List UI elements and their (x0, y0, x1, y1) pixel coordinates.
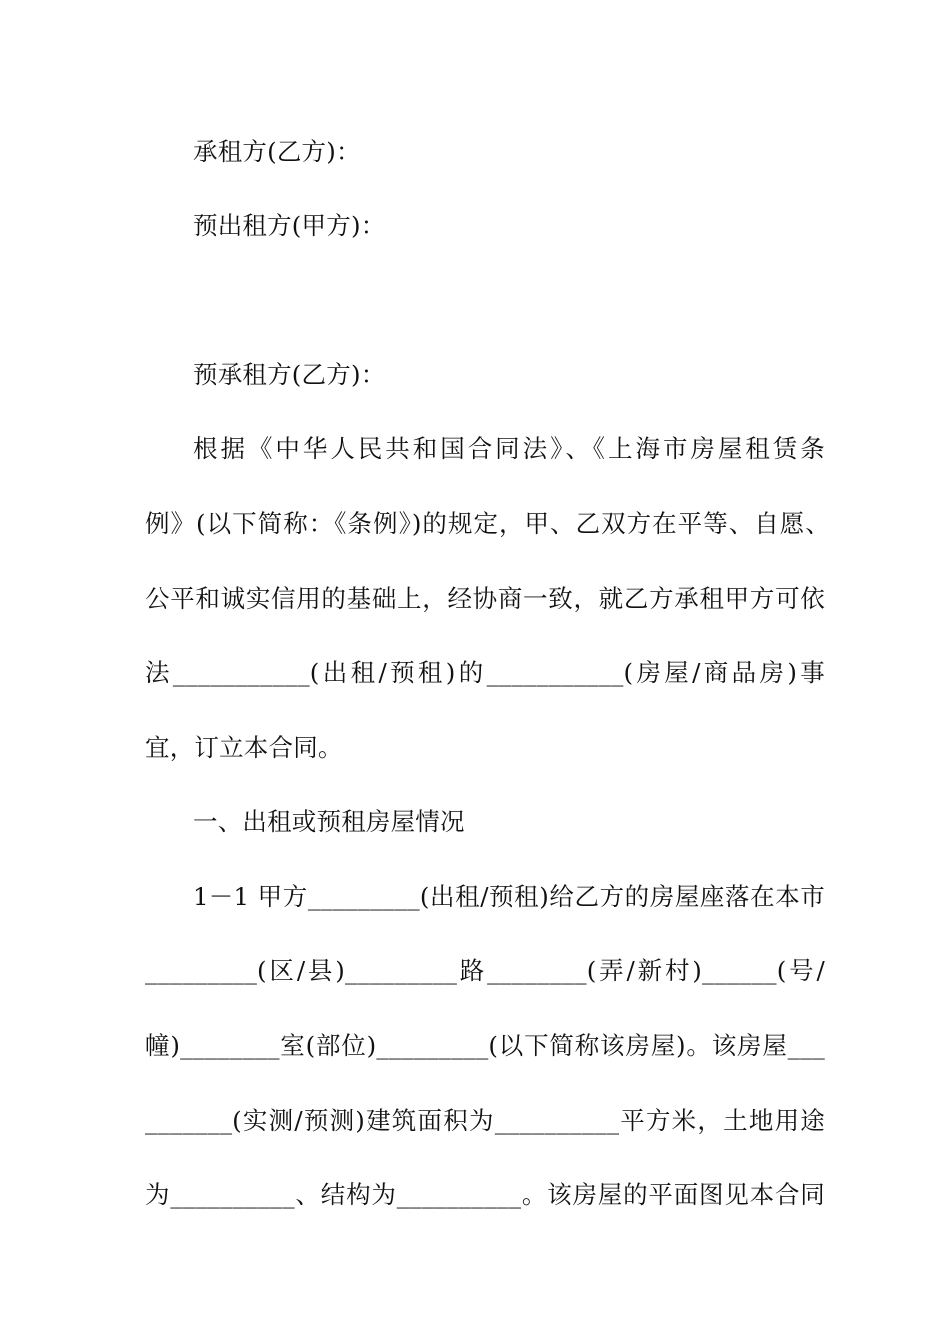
section-heading-1: 一、出租或预租房屋情况 (193, 807, 465, 836)
clause-1-1-line-5: 为__________、结构为__________。该房屋的平面图见本合同 (145, 1180, 825, 1209)
clause-1-1-line-1: 1－1 甲方_________(出租/预租)给乙方的房屋座落在本市 (193, 882, 825, 911)
preamble-line-3: 公平和诚实信用的基础上，经协商一致，就乙方承租甲方可依 (145, 584, 825, 613)
preamble-line-5: 宜，订立本合同。 (145, 733, 343, 762)
clause-1-1-line-3: 幢)________室(部位)_________(以下简称该房屋)。该房屋___ (145, 1031, 825, 1060)
clause-1-1-line-4: _______(实测/预测)建筑面积为__________平方米，土地用途 (145, 1106, 825, 1135)
preamble-line-1: 根据《中华人民共和国合同法》、《上海市房屋租赁条 (193, 434, 825, 463)
pre-lessor-party-line: 预出租方(甲方)： (193, 211, 386, 240)
pre-lessee-party-line: 预承租方(乙方)： (193, 360, 386, 389)
clause-1-1-line-2: _________(区/县)_________路________(弄/新村)______(号/ (145, 956, 825, 985)
preamble-line-2: 例》(以下简称：《条例》)的规定，甲、乙双方在平等、自愿、 (145, 509, 830, 538)
preamble-line-4: 法___________(出租/预租)的___________(房屋/商品房)事 (145, 658, 825, 687)
lessee-party-line: 承租方(乙方)： (193, 137, 361, 166)
